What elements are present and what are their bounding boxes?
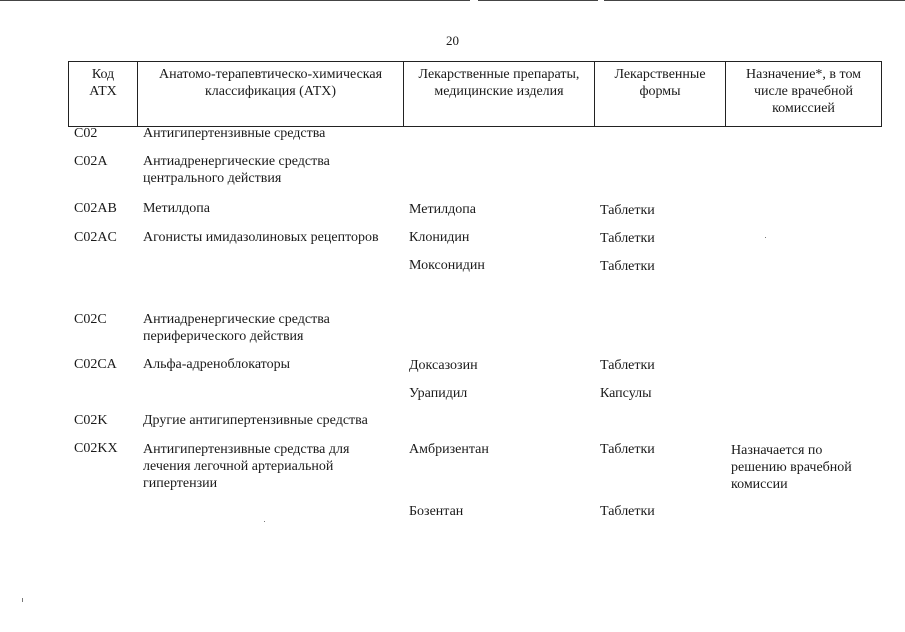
row-drug: Метилдопа (409, 202, 476, 217)
row-drug: Бозентан (409, 504, 464, 519)
row-code: C02 (74, 126, 98, 141)
row-note: Назначается по решению врачебной комиссии (731, 443, 852, 492)
row-code: C02C (74, 312, 107, 327)
row-form: Таблетки (600, 231, 655, 246)
scan-speck (22, 598, 23, 602)
row-classification: Антиадренергические средства периферического действия (143, 312, 330, 344)
header-code: Код АТХ (68, 61, 138, 127)
row-form: Капсулы (600, 386, 652, 401)
row-classification: Альфа-адреноблокаторы (143, 357, 291, 372)
row-form: Таблетки (600, 504, 655, 519)
row-classification: Метилдопа (143, 201, 210, 216)
row-code: C02AC (74, 230, 117, 245)
page-number: 20 (446, 33, 459, 48)
row-code: C02KX (74, 441, 118, 456)
row-form: Таблетки (600, 203, 655, 218)
row-code: C02A (74, 154, 108, 169)
row-form: Таблетки (600, 259, 655, 274)
header-forms: Лекарственные формы (595, 61, 726, 127)
row-drug: Урапидил (409, 386, 468, 401)
row-code: C02AB (74, 201, 117, 216)
row-classification: Агонисты имидазолиновых рецепторов (143, 230, 379, 245)
row-form: Таблетки (600, 442, 655, 457)
row-drug: Доксазозин (409, 358, 478, 373)
header-drugs: Лекарственные препараты, медицинские изделия (404, 61, 595, 127)
row-drug: Амбризентан (409, 442, 489, 457)
scan-top-edge (0, 0, 905, 2)
header-purpose: Назначение*, в том числе врачебной комиссией (726, 61, 882, 127)
row-classification: Антигипертензивные средства для лечения легочной артериальной гипертензии (143, 442, 350, 491)
row-drug: Моксонидин (409, 258, 485, 273)
row-code: C02K (74, 413, 108, 428)
row-classification: Антиадренергические средства центрального действия (143, 154, 330, 186)
row-drug: Клонидин (409, 230, 470, 245)
header-classification: Анатомо-терапевтическо-химическая классификация (АТХ) (138, 61, 404, 127)
row-code: C02CA (74, 357, 117, 372)
row-form: Таблетки (600, 358, 655, 373)
scan-speck (765, 237, 766, 238)
scan-speck (264, 521, 265, 522)
row-classification: Другие антигипертензивные средства (143, 413, 368, 428)
row-classification: Антигипертензивные средства (143, 126, 326, 141)
